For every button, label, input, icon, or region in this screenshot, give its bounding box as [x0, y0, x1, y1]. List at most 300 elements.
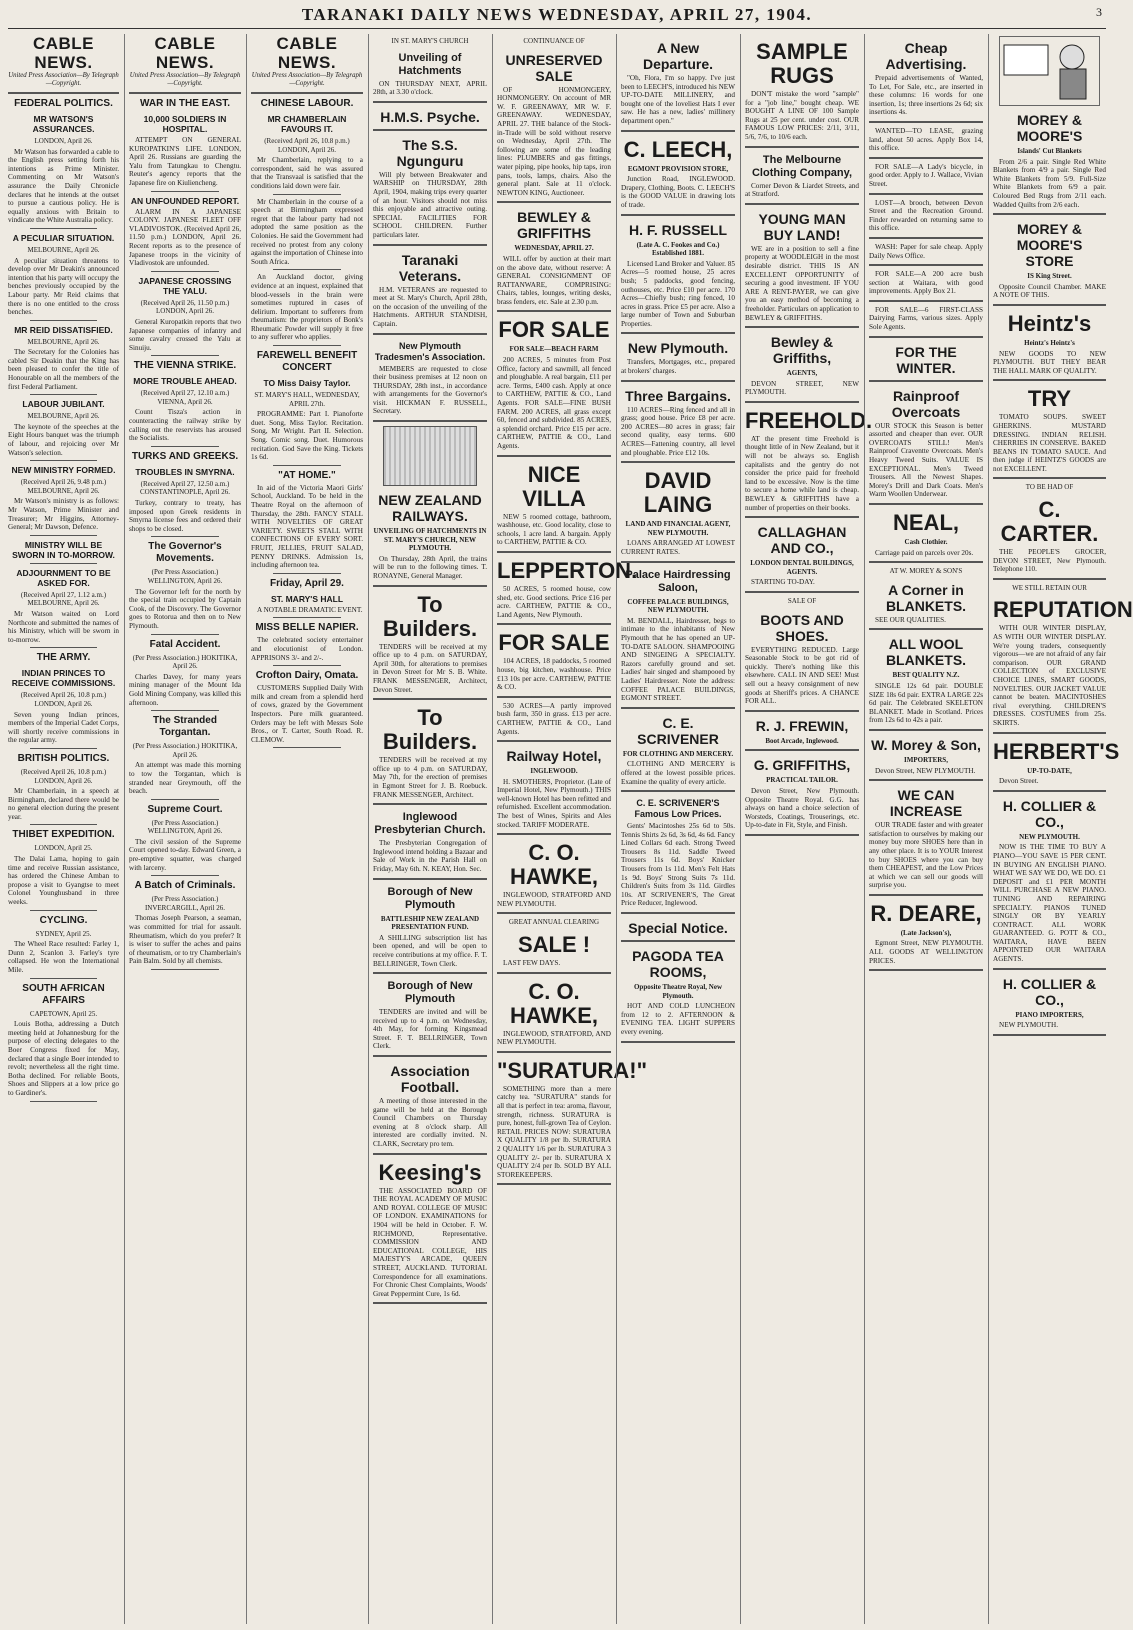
section-title: CALLAGHAN AND CO., [757, 524, 847, 557]
rule [373, 101, 487, 103]
section-title: WE CAN INCREASE [889, 787, 963, 820]
section-title: Heintz's [1007, 310, 1092, 336]
rule [621, 561, 735, 563]
section-title: MOREY & MOORE'S [1016, 112, 1083, 144]
section-subheading: FOR CLOTHING AND MERCERY. [622, 749, 734, 758]
section-title: MISS BELLE NAPIER. [255, 622, 359, 634]
rule [621, 940, 735, 942]
section-subheading: Opposite Theatre Royal, New Plymouth. [633, 983, 723, 1000]
rule [373, 333, 487, 335]
section-title: CYCLING. [39, 914, 88, 926]
section-body: Opposite Council Chamber. MAKE A NOTE OF THIS. [993, 282, 1106, 300]
section-title: LEPPERTON. [497, 557, 638, 583]
section-subheading: MINISTRY WILL BE SWORN IN TO-MORROW. [12, 539, 115, 560]
section-body: WILL offer by auction at their mart on the above date, without reserve: A GENERAL CONSIGNMENT OF RATTANWARE, COMPRISING: Chairs, tables, lounges, writing desks, brass fenders, etc. Sale at 2.30 p.m. [497, 254, 611, 306]
section-title: The Stranded Torgantan. [153, 715, 217, 739]
ad-subheading: GREAT ANNUAL CLEARING [508, 918, 600, 927]
column-7 [741, 34, 873, 1624]
rule [869, 894, 983, 896]
section-title: BRITISH POLITICS. [17, 752, 110, 764]
section-body: General Kuropatkin reports that two Japanese companies of infantry and some cavalry crossed the Yalu at Sinuiju. [129, 317, 241, 352]
section-title: H.M.S. Psyche. [380, 108, 480, 125]
section-body: M. BENDALL, Hairdresser, begs to intimate to the inhabitants of New Plymouth that he has opened an UP-TO-DATE SALOON. SHAMPOOING AND SINGEING A SPECIALTY. Razors carefully ground and set. Ladies' hair singed and shampooed by Ladies' Hairdresser. Note the address: COFFEE PALACE BUILDINGS, EGMONT STREET. [621, 616, 735, 703]
section-body: SEE OUR QUALITIES. [875, 615, 946, 624]
section-title: Railway Hotel, [506, 748, 602, 765]
section-title: Palace Hairdressing Saloon, [625, 568, 731, 594]
page-number: 3 [1096, 5, 1102, 19]
dateline: (Received April 26, 10.8 p.m.) LONDON, April 26. [264, 137, 350, 154]
dateline: (Per Press Association.) HOKITIKA, April 26. [132, 653, 238, 671]
section-body: FOR SALE—A Lady's bicycle, in good order. Apply to J. Wallace, Vivian Street. [869, 162, 983, 188]
section-subheading: TO Miss Daisy Taylor. [263, 378, 351, 389]
section-title: FOR THE WINTER. [895, 343, 957, 376]
section-title: ALL WOOL BLANKETS. [885, 636, 967, 669]
section-body: INGLEWOOD, STRATFORD, AND NEW PLYMOUTH. [497, 1029, 611, 1047]
section-body: NEW 5 roomed cottage, bathroom, washhouse, etc. Good locality, close to schools, 1 acre land. A bargain. Apply to CARTHEW, PATTIE & CO. [497, 512, 611, 547]
section-title: FAREWELL BENEFIT CONCERT [256, 350, 358, 374]
rule [30, 978, 97, 979]
section-title: Supreme Court. [147, 803, 223, 815]
section-subheading: ADJOURNMENT TO BE ASKED FOR. [16, 567, 111, 588]
column-8 [865, 34, 987, 1624]
section-body: MEMBERS are requested to close their business premises at 12 noon on THURSDAY, 28th inst., in accordance with arrangements for the Governor's visit. HICKMAN F. RUSSELL, Secretary. [373, 364, 487, 416]
dateline: (Received April 26, 10.8 p.m.) LONDON, April 26. [20, 691, 107, 708]
rule [993, 732, 1106, 734]
section-body: Will ply between Breakwater and WARSHIP on THURSDAY, 28th April, 1904, making trips every quarter of an hour. Visitors should not miss this enjoyable and attractive outing. SPECIAL FACILITIES FOR SCHOOL CHILDREN. Further particulars later. [373, 170, 487, 239]
section-body: NOW IS THE TIME TO BUY A PIANO—YOU SAVE 15 PER CENT. IN BUYING AN ENGLISH PIANO. WHAT WE SAY WE DO, WE DO. £1 DEPOSIT and £1 PER MONTH WILL PURCHASE A NEW PIANO. TUNING AND REPAIRING SPECIALTY. PIANOS TUNED SINGLY OR BY YEARLY CONTRACT. ALL WORK GUARANTEED. G. POTT & CO., WAITARA, HAVE BEEN APPOINTED OUR WAITARA AGENTS. [993, 843, 1106, 964]
rule [151, 536, 218, 537]
section-body: AT the present time Freehold is thought little of in New Zealand, but it will not be always so. English capitalists and the gentry do not consider the price paid for freehold land to be excessive. Now is the time to secure a home while land is cheap. BEWLEY & GRIFFITHS have a number of properties on their books. [745, 434, 859, 512]
section-title: SALE ! [517, 932, 591, 958]
section-body: WANTED—TO LEASE, grazing land, about 50 acres. Apply Box 14, this office. [869, 126, 983, 153]
rule [869, 561, 983, 563]
rule [497, 455, 611, 457]
section-body: Devon Street, New Plymouth. Opposite Theatre Royal. G.G. has always on hand a choice selection of Worsteds, Coatings, Trouserings, etc. Up-to-date in Fit, Style, and Finish. [745, 786, 859, 830]
section-title: DAVID LAING [643, 468, 713, 518]
section-body: Mr Watson has forwarded a cable to the English press setting forth his intentions as Prime Minister. Commenting on Mr Watson's assurance the Daily Chronicle declares that he intends at the outset to pursue a cautious policy. He is equally anxious with Britain to vindicate the White Australia policy. [8, 147, 119, 225]
section-body: WE are in a position to sell a fine property at WOODLEIGH in the most desirable district. THIS IS AN EXCELLENT OPPORTUNITY of securing a good investment. IF YOU ARE A RENT-PAYER, we can give you an easy method of becoming a freeholder. Particulars on application to BEWLEY & GRIFFITHS. [745, 244, 859, 322]
ad-subheading: IN ST. MARY'S CHURCH [391, 37, 469, 45]
ad-subheading: CONTINUANCE OF [523, 37, 585, 45]
rule [30, 320, 97, 321]
section-title: Keesing's [378, 1159, 482, 1185]
section-title: The S.S. Ngunguru [396, 136, 464, 169]
section-title: C. O. HAWKE, [510, 978, 598, 1028]
dateline: (Received April 27, 12.50 a.m.) CONSTANTINOPLE, April 26. [139, 479, 231, 497]
rule [869, 157, 983, 159]
section-title: Taranaki Veterans. [398, 251, 462, 284]
section-body: DON'T mistake the word "sample" for a "job line," bought cheap. WE BOUGHT A LINE OF 100 Sample Rugs at 25 per cent. under cost. OUR FAMOUS LOW PRICES: 2/11, 3/11, 5/6, 7/6, to 10/6 each. [745, 90, 859, 141]
rule [869, 380, 983, 382]
rule [151, 799, 218, 800]
rule [745, 326, 859, 328]
section-body: PROGRAMME: Part I. Pianoforte duet. Song, Miss Taylor. Recitation. Song, Mr Wright. Part II. Selection. Song. Comic song. Duet. Humorous recitation. God Save the King. Tickets 1s 6d. [251, 410, 363, 462]
section-body: An attempt was made this morning to tow the Torgantan, which is stranded near Greymouth, off the beach. [129, 761, 241, 796]
rule [30, 563, 97, 564]
section-subheading: TROUBLES IN SMYRNA. [135, 466, 235, 477]
wire-credit: United Press Association—By Telegraph—Copyright. [8, 72, 119, 87]
rule [869, 969, 983, 971]
section-body: 200 ACRES, 5 minutes from Post Office, factory and sawmill, all fenced and ploughable. A real bargain, £11 per acre. Terms, £400 cash. Apply at once to CARTHEW, PATTIE & CO., Land Agents. FOR SALE—FINE BUSH FARM. 200 ACRES, all grass except 60, fenced and subdivided. 85 ACRES, a splendid orchard. Price £15 per acre. CARTHEW, PATTIE & CO., Land Agents. [497, 356, 611, 450]
rule [373, 1055, 487, 1057]
column-4 [369, 34, 491, 1624]
section-subheading: INDIAN PRINCES TO RECEIVE COMMISSIONS. [11, 668, 116, 689]
section-title: BEWLEY & GRIFFITHS [517, 209, 591, 242]
section-body: NEW PLYMOUTH. [999, 1021, 1059, 1030]
rule [745, 591, 859, 593]
section-body: THE PEOPLE'S GROCER, DEVON STREET, New Plymouth. Telephone 110. [993, 548, 1106, 574]
section-subheading: (Late A. C. Fookes and Co.) Established 1881. [636, 240, 720, 258]
rule [30, 748, 97, 749]
rule [151, 969, 218, 970]
ad-subheading: WE STILL RETAIN OUR [1012, 583, 1087, 592]
section-title: C. E. SCRIVENER'S Famous Low Prices. [634, 798, 722, 820]
rule [8, 92, 119, 94]
section-subheading: Heintz's Heintz's [1024, 338, 1075, 347]
section-body: DEVON STREET, NEW PLYMOUTH. [745, 379, 859, 397]
section-body: The Wheel Race resulted: Farley 1, Dunn 2, Scanlon 3. Farley's tyre collapsed. He won the International Mile. [8, 940, 119, 974]
rule [30, 1101, 97, 1102]
section-body: H. SMOTHERS, Proprietor. (Late of Imperial Hotel, New Plymouth.) THIS well-known Hotel has been refitted and refurnished. Excellent accommodation. The best of Wines, Spirits and Ales stocked. TARIFF MODERATE. [497, 777, 611, 829]
rule [497, 912, 611, 914]
column-5 [493, 34, 647, 1624]
section-body: NEW GOODS TO NEW PLYMOUTH. BUT THEY BEAR THE HALL MARK OF QUALITY. [993, 349, 1106, 375]
dateline: MELBOURNE, April 26. [27, 245, 100, 254]
section-title: MOREY & MOORE'S STORE [1016, 221, 1083, 270]
rule [273, 617, 340, 618]
rule [30, 910, 97, 911]
section-body: On Thursday, 28th April, the trains will be run to the following times. T. RONAYNE, General Manager. [373, 554, 487, 581]
section-body: Mr Chamberlain in the course of a speech at Birmingham expressed regret that the labour party had not adopted the same position as the Colonies. He said the Government had received no protest from any colony against the importation of Chinese into South Africa. [251, 197, 363, 266]
section-body: The Presbyterian Congregation of Inglewood intend holding a Bazaar and Sale of Work in the Parish Hall on Friday, May 6th. N. KEAY, Hon. Sec. [373, 839, 487, 873]
section-title: To Builders. [382, 705, 478, 755]
section-title: Bewley & Griffiths, [770, 334, 834, 367]
section-body: ATTEMPT ON GENERAL KUROPATKIN'S LIFE. LONDON, April 26. Russians are guarding the Yalu from Tatungkau to Chengtu. Reuter's agency reports that the Japanese fire on Kiuliencheng. [129, 136, 241, 187]
rule [993, 1034, 1106, 1036]
section-body: Devon Street, NEW PLYMOUTH. [875, 766, 976, 775]
section-title: FOR SALE [498, 630, 610, 656]
dateline: MELBOURNE, April 26. [27, 412, 100, 421]
section-subheading: IMPORTERS, [904, 755, 948, 764]
rule [869, 503, 983, 505]
section-body: Prepaid advertisements of Wanted, To Let, For Sale, etc., are inserted in these columns: 16 words for one insertion, 1s; three insertions 2s 6d; six insertions 4s. [869, 74, 983, 117]
rule [373, 698, 487, 700]
section-body: 50 ACRES, 5 roomed house, cow shed, etc. Good sections. Price £16 per acre. CARTHEW, PATTIE & CO., Land Agents, New Plymouth. [497, 584, 611, 619]
section-body: Louis Botha, addressing a Dutch meeting held at Johannesburg for the purpose of electing delegates to the Boer Congress fixed for May, declared that a single Boer intended to revolt; nevertheless all the right time. Botha declined. For reliable Boots, Shoes and Slippers at a low price go to Gardiner's. [8, 1020, 119, 1097]
rule [497, 1051, 611, 1053]
section-body: 530 ACRES—A partly improved bush farm, 350 in grass. £13 per acre. CARTHEW, PATTIE & CO., Land Agents. [497, 701, 611, 736]
section-body: A NOTABLE DRAMATIC EVENT. [257, 605, 363, 614]
section-body: FOR SALE—A 200 acre bush section at Waitara, with good improvements. Apply Box 21. [869, 270, 983, 296]
section-subheading: A PECULIAR SITUATION. [12, 232, 115, 243]
section-body: An Auckland doctor, giving evidence at an inquest, explained that blood-vessels in the brain were sometimes ruptured in cases of delirium. Important to sufferers from rheumatism: the proprietors of Bonk's Rheumatic Powder will supply it free to any sufferer who applies. [251, 273, 363, 342]
rule [30, 535, 97, 536]
section-body: A peculiar situation threatens to develop over Mr Deakin's announced intention that his party will occupy the benches previously occupied by the Labour party. Mr Reid claims that there is no one entitled to the cross benches. [8, 256, 119, 317]
section-body: The celebrated society entertainer and elocutionist of London. APPRISONS 3/- and 2/-. [251, 636, 363, 662]
section-body: Mr Chamberlain, replying to a correspondent, said he was assured that the Transvaal is satisfied that the conditions laid down were fair. [251, 156, 363, 190]
section-title: TRY [1027, 386, 1072, 412]
section-title: REPUTATION [993, 597, 1133, 623]
section-title: R. DEARE, [870, 900, 982, 926]
ad-subheading: TO BE HAD OF [1025, 483, 1074, 492]
rule [993, 379, 1106, 381]
dateline: (Received April 26, 11.50 p.m.) LONDON, April 26. [140, 298, 230, 316]
section-body: Devon Street. [999, 777, 1039, 786]
section-body: ON THURSDAY NEXT, APRIL 28th, at 3.30 o'clock. [373, 79, 487, 97]
section-subheading: Boot Arcade, Inglewood. [765, 736, 839, 745]
rule [497, 1183, 611, 1185]
rule [621, 214, 735, 216]
section-body: OF HONMONGERY, HONMONGERY. On account of MR W. F. GREENAWAY, MR W. F. GREENAWAY. WEDNESDAY, APRIL 27. THE balance of the Stock-in-Trade will be sold without reserve on Wednesday, April 27th. The following are some of the leading lines: PLUMBERS and gas fittings, water piping, pipe hooks, hip taps, iron pans, tools, lamps, chairs. Also the general plant. Sale at 11 o'clock. NEWTON KING, Auctioneer. [497, 85, 611, 197]
rule [273, 345, 340, 346]
rule [151, 355, 218, 356]
rule [373, 420, 487, 422]
rule [273, 573, 340, 574]
dateline: (Per Press Association.) INVERCARGILL, April 26. [144, 895, 226, 912]
rule [621, 707, 735, 709]
section-title: NEW ZEALAND RAILWAYS. [378, 492, 482, 525]
dateline: (Received April 27, 1.12 a.m.) MELBOURNE, April 26. [20, 590, 107, 608]
section-title: Association Football. [390, 1063, 470, 1096]
masthead [0, 0, 1114, 30]
rule [869, 237, 983, 239]
rule [869, 193, 983, 195]
section-title: Inglewood Presbyterian Church. [374, 811, 486, 837]
section-subheading: PIANO IMPORTERS, [1015, 1010, 1084, 1019]
rule [745, 710, 859, 712]
section-body: ALARM IN A JAPANESE COLONY. JAPANESE FLEET OFF VLADIVOSTOK. (Received April 26, 11.50 p.m.) LONDON, April 26. Recent reports as to the presence of Japanese troops in the vicinity of Vladivostok are unfounded. [129, 207, 241, 268]
section-title: G. GRIFFITHS, [753, 757, 851, 774]
section-subheading: MR REID DISSATISFIED. [14, 324, 113, 335]
section-body: Mr Chamberlain, in a speech at Birmingham, declared there would be no general election during the present year. [8, 787, 119, 821]
section-title: To Builders. [382, 591, 478, 641]
dateline: (Received April 26, 10.8 p.m.) LONDON, April 26. [20, 767, 107, 785]
section-subheading: NEW PLYMOUTH. [1019, 832, 1080, 841]
section-title: NICE VILLA [522, 461, 586, 511]
newsboy-icon [1000, 39, 1100, 103]
rule [373, 803, 487, 805]
section-title: YOUNG MAN BUY LAND! [758, 210, 846, 243]
section-subheading: 10,000 SOLDIERS IN HOSPITAL. [143, 114, 227, 134]
section-title: SOUTH AFRICAN AFFAIRS [22, 982, 105, 1006]
wire-credit: United Press Association—By Telegraph—Copyright. [129, 72, 241, 87]
dateline: (Received April 26, 9.48 p.m.) MELBOURNE, April 26. [20, 478, 107, 495]
section-body: Junction Road, INGLEWOOD. Drapery, Clothing, Boots. C. LEECH'S is the GOOD VALUE in drawing lots of trade. [621, 175, 735, 209]
rule [251, 92, 363, 94]
section-body: Mr Watson's ministry is as follows: Mr Watson, Prime Minister and Treasurer; Mr Higgins, Attorney-General; Mr Dawson, Defence. [8, 497, 119, 532]
dateline: (Per Press Association.) WELLINGTON, April 26. [147, 568, 223, 585]
section-title: UNRESERVED SALE [505, 51, 603, 84]
rule [993, 578, 1106, 580]
section-body: Seven young Indian princes, members of the Imperial Cadet Corps, will shortly receive commissions in the regular army. [8, 710, 119, 745]
section-subheading: ST. MARY'S HALL [270, 593, 344, 604]
section-subheading: LABOUR JUBILANT. [22, 399, 105, 410]
section-subheading: LAND AND FINANCIAL AGENT, NEW PLYMOUTH. [625, 520, 731, 537]
rule [373, 244, 487, 246]
section-title: The Melbourne Clothing Company, [751, 153, 852, 179]
section-body: A meeting of those interested in the game will be held at the Borough Council Chambers on Thursday evening at 8 o'clock sharp. All interested are cordially invited. N. CLARK, Secretary pro tem. [373, 1097, 487, 1149]
section-title: A New Departure. [642, 40, 714, 72]
rule [993, 477, 1106, 479]
section-subheading: JAPANESE CROSSING THE YALU. [138, 275, 232, 296]
section-title: New Plymouth. [627, 340, 729, 357]
rule [497, 833, 611, 835]
section-subheading: AN UNFOUNDED REPORT. [130, 195, 240, 206]
rule [869, 779, 983, 781]
section-body: Gents' Macintoshes 25s 6d to 50s. Tennis Shirts 2s 6d, 3s 6d, 4s 6d. Fancy Lined Collars 6d each. Strong Tweed Trousers 8s 11d. Saddle Tweed Trousers 11s 6d. Boys' Knicker Trousers from 1s 11d. Men's Felt Hats 1s 9d. Boys' Strong Suits 7s 11d. Children's Suits from 3s 11d. Girdles 10s. AT SCRIVENER'S, The Great Price Reducer, Inglewood. [621, 822, 735, 908]
rule [30, 228, 97, 229]
section-title: C. CARTER. [1000, 497, 1099, 547]
section-subheading: COFFEE PALACE BUILDINGS, NEW PLYMOUTH. [627, 597, 729, 615]
rule [151, 634, 218, 635]
section-title: H. COLLIER & CO., [1002, 797, 1097, 830]
train-engraving [383, 426, 477, 486]
section-subheading: NEW MINISTRY FORMED. [11, 465, 116, 476]
section-title: H. F. RUSSELL [628, 221, 727, 238]
rule [869, 121, 983, 123]
rule [745, 516, 859, 518]
rule [993, 790, 1106, 792]
rule [151, 191, 218, 192]
section-subheading: UNVEILING OF HATCHMENTS IN ST. MARY'S CHURCH, NEW PLYMOUTH. [373, 527, 487, 553]
section-title: TURKS AND GREEKS. [131, 450, 239, 462]
section-title: THIBET EXPEDITION. [12, 829, 115, 841]
ad-subheading: AT W. MOREY & SON'S [889, 567, 963, 576]
section-title: C. O. HAWKE, [510, 840, 598, 890]
section-body: Count Tisza's action in counteracting the railway strike by calling out the reservists has aroused the Socialists. [129, 408, 241, 443]
column-1 [4, 34, 123, 1624]
section-title: Special Notice. [628, 920, 728, 937]
rule [745, 401, 859, 403]
section-body: 104 ACRES, 18 paddocks, 5 roomed house, big kitchen, washhouse. Price £13 10s per acre. CARTHEW, PATTIE & CO. [497, 657, 611, 692]
section-body: SINGLE 12s 6d pair. DOUBLE SIZE 18s 6d pair. EXTRA LARGE 22s 6d pair. The Celebrated SKELETON BLANKET. Made in Scotland. Prices from 12s 6d to 42s a pair. [869, 681, 983, 725]
rule [273, 465, 340, 466]
column-heading: CABLE NEWS. [276, 34, 338, 72]
section-title: H. COLLIER & CO., [1002, 975, 1097, 1008]
rule [993, 213, 1106, 215]
section-title: New Plymouth Tradesmen's Association. [374, 340, 486, 362]
section-body: Carriage paid on parcels over 20s. [875, 548, 974, 557]
column-heading: CABLE NEWS. [32, 34, 95, 72]
section-body: TENDERS will be received at my office up to 4 p.m. on SATURDAY, May 7th, for the erection of premises in Egmont Street for J. B. Roebuck. FRANK MESSENGER, Architect. [373, 756, 487, 799]
section-title: "AT HOME." [278, 469, 336, 481]
dateline: SYDNEY, April 25. [35, 929, 92, 938]
rule [151, 271, 218, 272]
column-3 [247, 34, 367, 1624]
section-title: Fatal Accident. [149, 638, 221, 650]
section-subheading: PRACTICAL TAILOR. [766, 776, 838, 785]
rule [497, 696, 611, 698]
section-title: NEAL, [893, 510, 959, 535]
section-body: Turkey, contrary to treaty, has imposed upon Greek residents in Smyrna license fees and ordered their shops to be closed. [129, 499, 241, 533]
section-body: TENDERS will be received at my office up to 4 p.m. on SATURDAY, April 30th, for alterations to premises in Devon Street for Mr S. B. White. FRANK MESSENGER, Architect, Devon Street. [373, 642, 487, 694]
section-subheading: BATTLESHIP NEW ZEALAND PRESENTATION FUND. [380, 914, 480, 932]
section-body: The Secretary for the Colonies has cabled Sir Deakin that the King has been pleased to confer the title of Honourable on all the members of the first Federal Parliament. [8, 348, 119, 391]
rule [497, 551, 611, 553]
section-body: LOANS ARRANGED AT LOWEST CURRENT RATES. [621, 539, 735, 556]
rule [151, 446, 218, 447]
rule [273, 665, 340, 666]
section-subheading: MR CHAMBERLAIN FAVOURS IT. [267, 114, 347, 134]
rule [621, 1041, 735, 1043]
section-title: A Corner in BLANKETS. [885, 581, 967, 614]
section-body: CUSTOMERS Supplied Daily With milk and cream from a splendid herd of cows, grazed by the Government Inspectors. Pure milk guaranteed. Orders may be left with Messrs Sole Bros., or T. Carter, South Road. R. CLEMOW. [251, 684, 363, 744]
dateline: ST. MARY'S HALL, WEDNESDAY, APRIL 27th. [254, 391, 360, 408]
rule [869, 300, 983, 302]
masthead-rule [8, 28, 1106, 29]
section-body: The Dalai Lama, hoping to gain time and receive Russian assistance, has ordered the Chinese Amban to propose a visit to Gyangtse to meet Colonel Younghusband in three weeks. [8, 855, 119, 907]
rule [621, 912, 735, 914]
section-title: Cheap Advertising. [885, 40, 967, 72]
rule [30, 460, 97, 461]
rule [373, 129, 487, 131]
section-title: HERBERT'S [993, 738, 1120, 764]
rule [621, 380, 735, 382]
section-title: Borough of New Plymouth [387, 885, 473, 911]
section-body: OUR STOCK this Season is better assorted and cheaper than ever. OUR OVERCOATS STILL! Men's Rainproof Craventte Overcoats. Men's Heavy Tweed Suits. VALUE IS EXCEPTIONAL. Men's Tweed Trousers. All the Newest Shapes. Morey's Drill and Dark Coats. Men's Warm Woollen Underwear. [869, 421, 983, 499]
section-subheading: Cash Clothier. [904, 538, 948, 546]
section-subheading: (Late Jackson's), [900, 928, 952, 937]
rule [869, 628, 983, 630]
section-body: Charles Davey, for many years mining manager of the Mount Ida Gold Mining Company, was killed this afternoon. [129, 672, 241, 707]
dateline: (Received April 27, 12.10 a.m.) VIENNA, April 26. [140, 389, 230, 406]
section-body: Corner Devon & Liardet Streets, and at Stratford. [745, 181, 859, 199]
dateline: LONDON, April 25. [34, 844, 93, 853]
section-title: Unveiling of Hatchments [398, 51, 462, 77]
section-subheading: IS King Street. [1027, 272, 1072, 281]
section-body: SOMETHING more than a mere catchy tea. "SURATURA" stands for all that is perfect in tea: aroma, flavour, strength, richness. SURATURA is pure, honest, full-grown Tea of Ceylon. RETAIL PRICES NOW: SURATURA X QUALITY 1/8 per lb. SURATURA 2 QUALITY 1/6 per lb. SURATURA 3 QUALITY 2/- per lb. SURATURA X QUALITY 2/4 per lb. SOLD BY ALL STOREKEEPERS. [497, 1084, 611, 1179]
dateline: (Per Press Association.) WELLINGTON, April 26. [147, 818, 223, 836]
rule [373, 1302, 487, 1304]
section-body: Transfers, Mortgages, etc., prepared at brokers' charges. [621, 358, 735, 376]
section-body: The Governor left for the north by the special train occupied by Captain Cook, of the Discovery. The Governor goes to Rotorua and then on to New Plymouth. [129, 587, 241, 630]
section-body: LOST—A brooch, between Devon Street and the Recreation Ground. Finder rewarded on returning same to this office. [869, 198, 983, 233]
rule [869, 336, 983, 338]
section-body: CLOTHING AND MERCERY is offered at the lowest possible prices. Examine the quality of every article. [621, 760, 735, 786]
section-subheading: WEDNESDAY, APRIL 27. [514, 244, 594, 253]
section-title: W. Morey & Son, [871, 736, 981, 753]
section-title: WAR IN THE EAST. [139, 98, 230, 109]
section-body: H.M. VETERANS are requested to meet at St. Mary's Church, April 28th, on the occasion of the unveiling of the Hatchments. ARTHUR STANDISH, Captain. [373, 285, 487, 328]
section-body: TOMATO SOUPS. SWEET GHERKINS. MUSTARD DRESSING. INDIAN RELISH. CHERRIES IN CONSERVE. BAKED BEANS IN TOMATO SAUCE. And then judge if HEINTZ'S GOODS are not EXCELLENT. [993, 413, 1106, 473]
rule [373, 1153, 487, 1155]
wire-credit: United Press Association—By Telegraph—Copyright. [251, 72, 363, 87]
section-body: Licensed Land Broker and Valuer. 85 Acres—5 roomed house, 25 acres bush; 5 paddocks, good fencing, outhouses, etc. Price £10 per acre. 170 Acres—Chiefly bush; ring fenced, 10 acres in grass. Price £5 per acre. Also a large number of Town and Suburban Properties. [621, 259, 735, 328]
section-body: Thomas Joseph Pearson, a seaman, was committed for trial for assault. Rheumatism, which do you prefer? It is wiser to suffer the aches and pains of rheumatism, or to try Chamberlain's Pain Balm. Sold by all chemists. [129, 914, 241, 966]
column-heading: CABLE NEWS. [154, 34, 216, 72]
ad-subheading: SALE OF [787, 597, 817, 605]
rule [30, 824, 97, 825]
rule [373, 878, 487, 880]
dateline: LONDON, April 26. [34, 137, 93, 145]
section-body: TENDERS are invited and will be received up to 4 p.m. on Wednesday, 4th May, for forming Kingsmead Street. F. T. BELLRINGER, Town Clerk. [373, 1008, 487, 1051]
rule [129, 92, 241, 94]
rule [745, 749, 859, 751]
rule [497, 740, 611, 742]
section-title: C. E. SCRIVENER [637, 714, 719, 747]
rule [745, 203, 859, 205]
section-body: In aid of the Victoria Maori Girls' School, Auckland. To be held in the Theatre Royal on the afternoon of Thursday, the 28th. FANCY STALL WITH NOVELTIES OF GREAT VARIETY. SWEETS STALL WITH CONFECTIONS OF EVERY SORT. FRUIT, JELLIES, FRUIT SALAD, PENNY DRINKS. Admission 1s, including afternoon tea. [251, 483, 363, 570]
rule [273, 269, 340, 270]
section-title: PAGODA TEA ROOMS, [632, 948, 724, 981]
section-body: A SHILLING subscription list has been opened, and will be open to receive contributions at my office. F. T. BELLRINGER, Town Clerk. [373, 933, 487, 968]
section-body: HOT AND COLD LUNCHEON from 12 to 2. AFTERNOON & EVENING TEA. LIGHT SUPPERS every evening. [621, 1002, 735, 1036]
rule [869, 264, 983, 266]
rule [497, 623, 611, 625]
section-subheading: LONDON DENTAL BUILDINGS, AGENTS. [750, 559, 854, 576]
section-title: BOOTS AND SHOES. [760, 611, 844, 644]
section-title: Crofton Dairy, Omata. [255, 670, 359, 682]
